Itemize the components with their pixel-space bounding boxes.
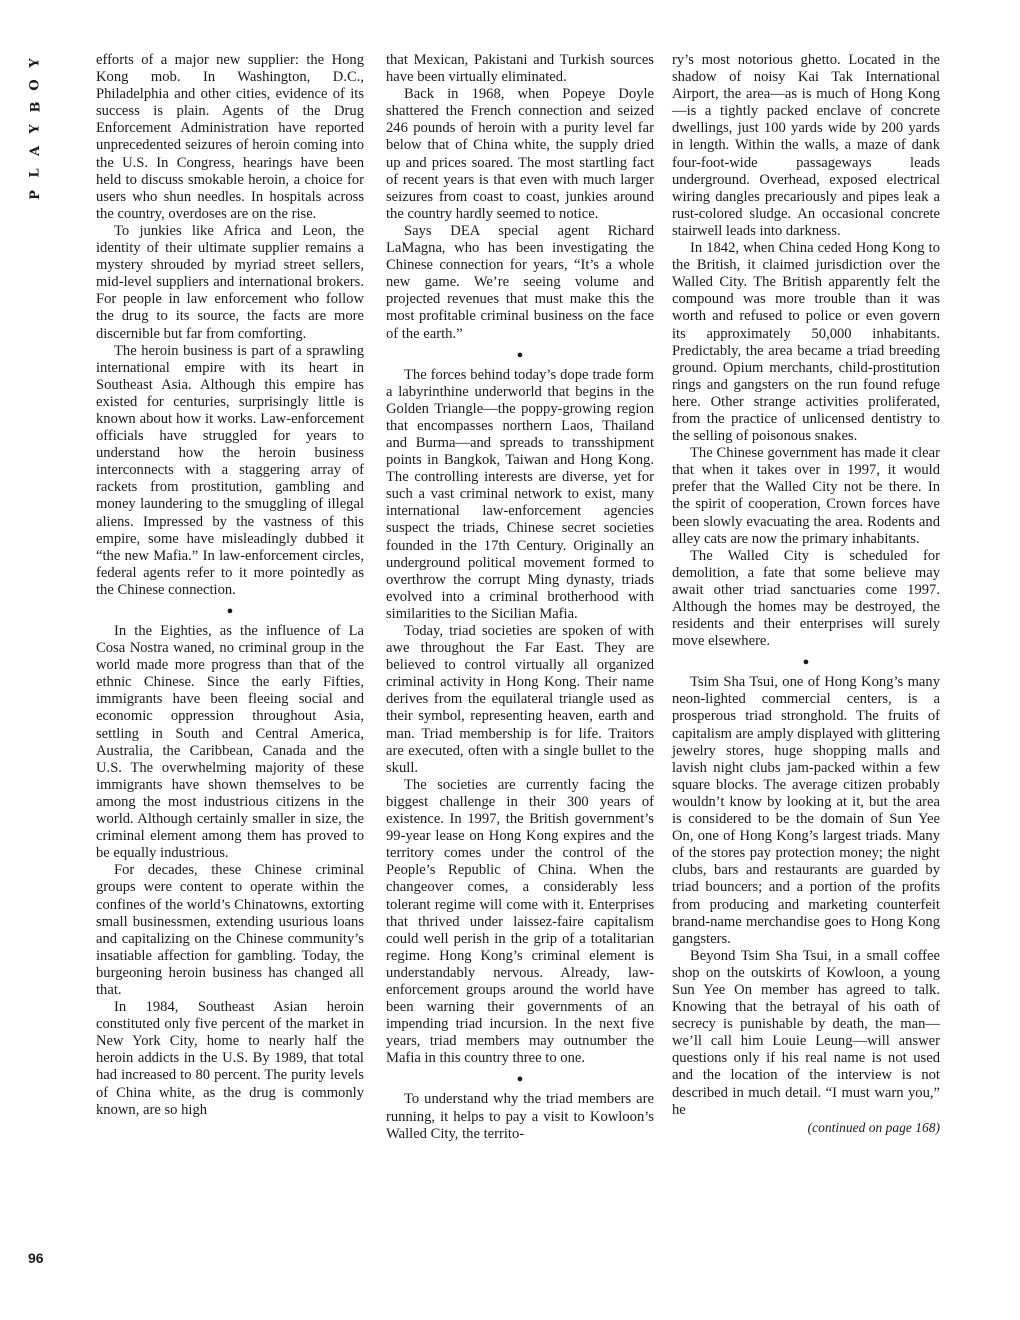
body-paragraph: The societies are currently facing the biggest challenge in their 300 years of existence. In 1997, the British government’s 99-year lease on Hong Kong expires and the territory comes under the control of the People’s Republic of China. When the changeover comes, a considerably less tolerant regime will come with it. Enterprises that thrived under laissez-faire capitalism could well perish in the grip of a totalitarian regime. Hong Kong’s criminal element is understandably nervous. Already, law-enforcement groups around the world have been warning their governments of an impending triad incursion. In the next five years, triad members may outnumber the Mafia in this country three to one. (386, 776, 654, 1067)
body-paragraph: Tsim Sha Tsui, one of Hong Kong’s many neon-lighted commercial centers, is a prosperous triad stronghold. The fruits of capitalism are amply displayed with glittering jewelry stores, huge shopping malls and lavish night clubs jam-packed within a few square blocks. The average citizen probably wouldn’t know by looking at it, but the area is considered to be the domain of Sun Yee On, one of Hong Kong’s largest triads. Many of the stores pay protection money; the night clubs, bars and restaurants are guarded by triad bouncers; and a portion of the profits from producing and marketing counterfeit brand-name merchandise goes to Hong Kong gangsters. (672, 674, 940, 947)
text-column-3 (672, 52, 940, 1136)
body-paragraph: In 1842, when China ceded Hong Kong to the British, it claimed jurisdiction over the Walled City. The British apparently felt the compound was more trouble than it was worth and refused to police or even govern its approximately 50,000 inhabitants. Predictably, the area became a triad breeding ground. Opium merchants, child-prostitution rings and gangsters on the run found refuge here. Other strange activities proliferated, from the practice of unlicensed dentistry to the selling of poisonous snakes. (672, 240, 940, 445)
section-break-bullet: ● (516, 1073, 524, 1086)
body-paragraph: To understand why the triad members are running, it helps to pay a visit to Kowloon’s Walled City, the territo- (386, 1091, 654, 1142)
masthead-vertical (22, 52, 50, 206)
body-paragraph: that Mexican, Pakistani and Turkish sources have been virtually eliminated. (386, 52, 654, 86)
body-paragraph: Beyond Tsim Sha Tsui, in a small coffee shop on the outskirts of Kowloon, a young Sun Yee On member has agreed to talk. Knowing that the betrayal of his oath of secrecy is punishable by death, the man—we’ll call him Louie Leung—will answer questions only if his real name is not used and the location of the interview is not described in much detail. “I must warn you,” he (672, 947, 940, 1118)
masthead-letter: O (27, 79, 43, 91)
body-paragraph: efforts of a major new supplier: the Hong Kong mob. In Washington, D.C., Philadelphia and other cities, evidence of its success is plain. Agents of the Drug Enforcement Administration have reported unprecedented seizures of heroin coming into the U.S. In Congress, hearings have been held to discuss smokable heroin, a choice for users who shun needles. In hospitals across the country, overdoses are on the rise. (96, 52, 364, 222)
masthead-letter: B (28, 101, 43, 113)
body-paragraph: Today, triad societies are spoken of with awe throughout the Far East. They are believed to control virtually all organized criminal activity in Hong Kong. Their name derives from the equilateral triangle used as their symbol, representing heaven, earth and man. Triad membership is for life. Traitors are executed, often with a single bullet to the skull. (386, 623, 654, 776)
body-paragraph: ry’s most notorious ghetto. Located in the shadow of noisy Kai Tak International Airport, the area—as is much of Hong Kong—is a tightly packed enclave of concrete dwellings, just 100 yards wide by 200 yards in length. Within the walls, a maze of dank four-foot-wide passageways leads underground. Overhead, exposed electrical wiring dangles precariously and pipes leak a rust-colored sludge. An occasional concrete stairwell leads into darkness. (672, 52, 940, 239)
body-paragraph: The heroin business is part of a sprawling international empire with its heart in Southeast Asia. Although this empire has existed for centuries, surprisingly little is known about how it works. Law-enforcement officials have struggled for years to understand how the heroin business interconnects with a staggering array of rackets from prostitution, gambling and money laundering to the smuggling of illegal aliens. Impressed by the vastness of this empire, some have misleadingly dubbed it “the new Mafia.” In law-enforcement circles, federal agents refer to it more pointedly as the Chinese connection. (96, 342, 364, 598)
body-paragraph: For decades, these Chinese criminal groups were content to operate within the confines of the world’s Chinatowns, extorting small businessmen, extending usurious loans and capitalizing on the Chinese community’s insatiable affection for gambling. Today, the burgeoning heroin business has changed all that. (96, 862, 364, 998)
masthead-letter: Y (28, 58, 43, 68)
masthead-letter: L (27, 168, 43, 178)
body-paragraph: Back in 1968, when Popeye Doyle shattered the French connection and seized 246 pounds of heroin with a purity level far below that of China white, the supply dried up and prices soared. The most startling fact of recent years is that even with much larger seizures from coast to coast, junkies around the country hardly seemed to notice. (386, 86, 654, 222)
text-column-2 (386, 52, 654, 1143)
masthead-letter: Y (28, 124, 43, 134)
section-break-bullet: ● (226, 605, 234, 617)
body-paragraph: In the Eighties, as the influence of La Cosa Nostra waned, no criminal group in the world made more progress than that of the ethnic Chinese. Since the early Fifties, immigrants have been fleeing social and economic oppression throughout Asia, settling in South and Central America, Australia, the Caribbean, Canada and the U.S. The overwhelming majority of these immigrants have shown themselves to be among the most industrious citizens in the world. Although certainly smaller in size, the criminal element among them has proved to be equally industrious. (96, 623, 364, 862)
text-column-1 (96, 52, 364, 1119)
body-paragraph: The Walled City is scheduled for demolition, a fate that some believe may await other triad sanctuaries come 1997. Although the homes may be destroyed, the residents and their enterprises will surely move elsewhere. (672, 547, 940, 650)
section-break-bullet: ● (516, 348, 524, 361)
body-paragraph: In 1984, Southeast Asian heroin constituted only five percent of the market in New York City, home to nearly half the heroin addicts in the U.S. By 1989, that total had increased to 80 percent. The purity levels of China white, as the drug is commonly known, are so high (96, 999, 364, 1118)
body-paragraph: Says DEA special agent Richard LaMagna, who has been investigating the Chinese connection for years, “It’s a whole new game. We’re seeing volume and projected revenues that must make this the most profitable criminal business on the face of the earth.” (386, 222, 654, 342)
masthead-letter: A (28, 145, 43, 157)
masthead-letter: P (28, 190, 43, 200)
body-paragraph: The forces behind today’s dope trade form a labyrinthine underworld that begins in the Golden Triangle—the poppy-growing region that encompasses northern Laos, Thailand and Burma—and spreads to transshipment points in Bangkok, Taiwan and Hong Kong. The controlling interests are diverse, yet for such a vast criminal network to exist, many international law-enforcement agencies suspect the triads, Chinese secret societies founded in the 17th Century. Originally an underground political movement formed to overthrow the corrupt Ming dynasty, triads evolved into a criminal brotherhood with similarities to the Sicilian Mafia. (386, 366, 654, 622)
page-number: 96 (28, 1250, 44, 1266)
continued-jump-line: (continued on page 168) (807, 1119, 940, 1135)
body-paragraph: To junkies like Africa and Leon, the identity of their ultimate supplier remains a mystery shrouded by myriad street sellers, mid-level suppliers and international brokers. For people in law enforcement who follow the drug to its source, the facts are more discernible but far from comforting. (96, 222, 364, 342)
body-paragraph: The Chinese government has made it clear that when it takes over in 1997, it would prefer that the Walled City not be there. In the spirit of cooperation, Crown forces have been slowly evacuating the area. Rodents and alley cats are now the primary inhabitants. (672, 445, 940, 547)
section-break-bullet: ● (802, 656, 810, 669)
